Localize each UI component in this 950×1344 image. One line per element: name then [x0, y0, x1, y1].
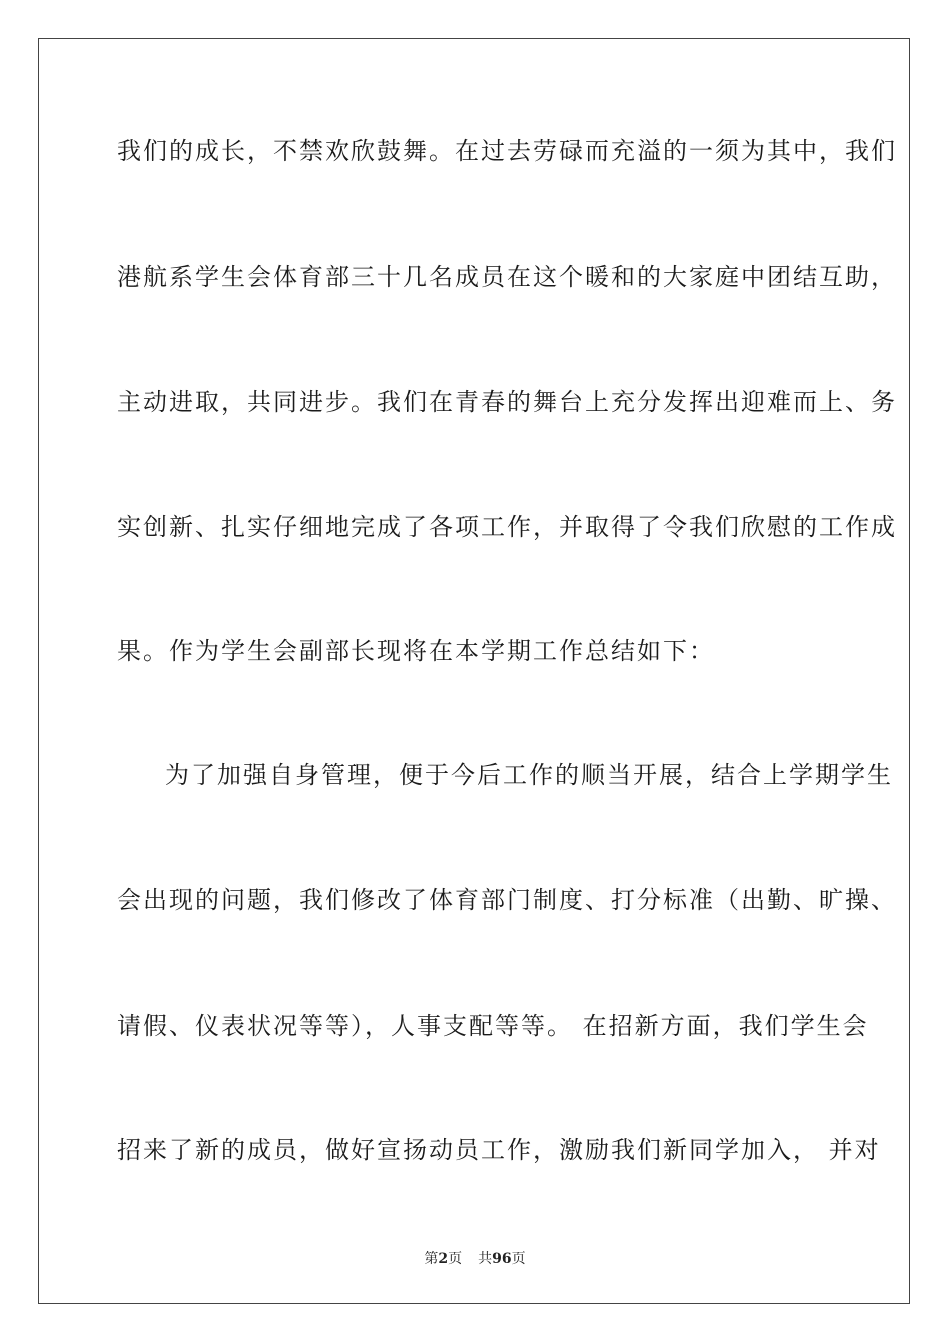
body-text-line: 实创新、扎实仔细地完成了各项工作，并取得了令我们欣慰的工作成	[117, 513, 897, 541]
total-prefix: 共	[478, 1251, 493, 1267]
page-number: 2	[438, 1251, 449, 1267]
page-suffix: 页	[448, 1251, 463, 1267]
body-text-line: 会出现的问题，我们修改了体育部门制度、打分标准（出勤、旷操、	[117, 886, 897, 914]
body-text-line: 港航系学生会体育部三十几名成员在这个暖和的大家庭中团结互助，	[117, 263, 897, 291]
page-footer	[0, 1250, 950, 1268]
total-pages: 96	[492, 1251, 512, 1267]
total-suffix: 页	[511, 1251, 526, 1267]
body-text-line: 我们的成长，不禁欢欣鼓舞。在过去劳碌而充溢的一须为其中，我们	[117, 137, 897, 165]
page-border	[38, 38, 910, 1304]
body-text-line: 为了加强自身管理，便于今后工作的顺当开展，结合上学期学生	[165, 761, 893, 789]
body-text-line: 果。作为学生会副部长现将在本学期工作总结如下：	[117, 637, 715, 665]
body-text-line: 主动进取，共同进步。我们在青春的舞台上充分发挥出迎难而上、务	[117, 388, 897, 416]
body-text-line: 招来了新的成员，做好宣扬动员工作，激励我们新同学加入， 并对	[117, 1136, 881, 1164]
page-prefix: 第	[424, 1251, 439, 1267]
body-text-line: 请假、仪表状况等等），人事支配等等。 在招新方面，我们学生会	[117, 1012, 869, 1040]
